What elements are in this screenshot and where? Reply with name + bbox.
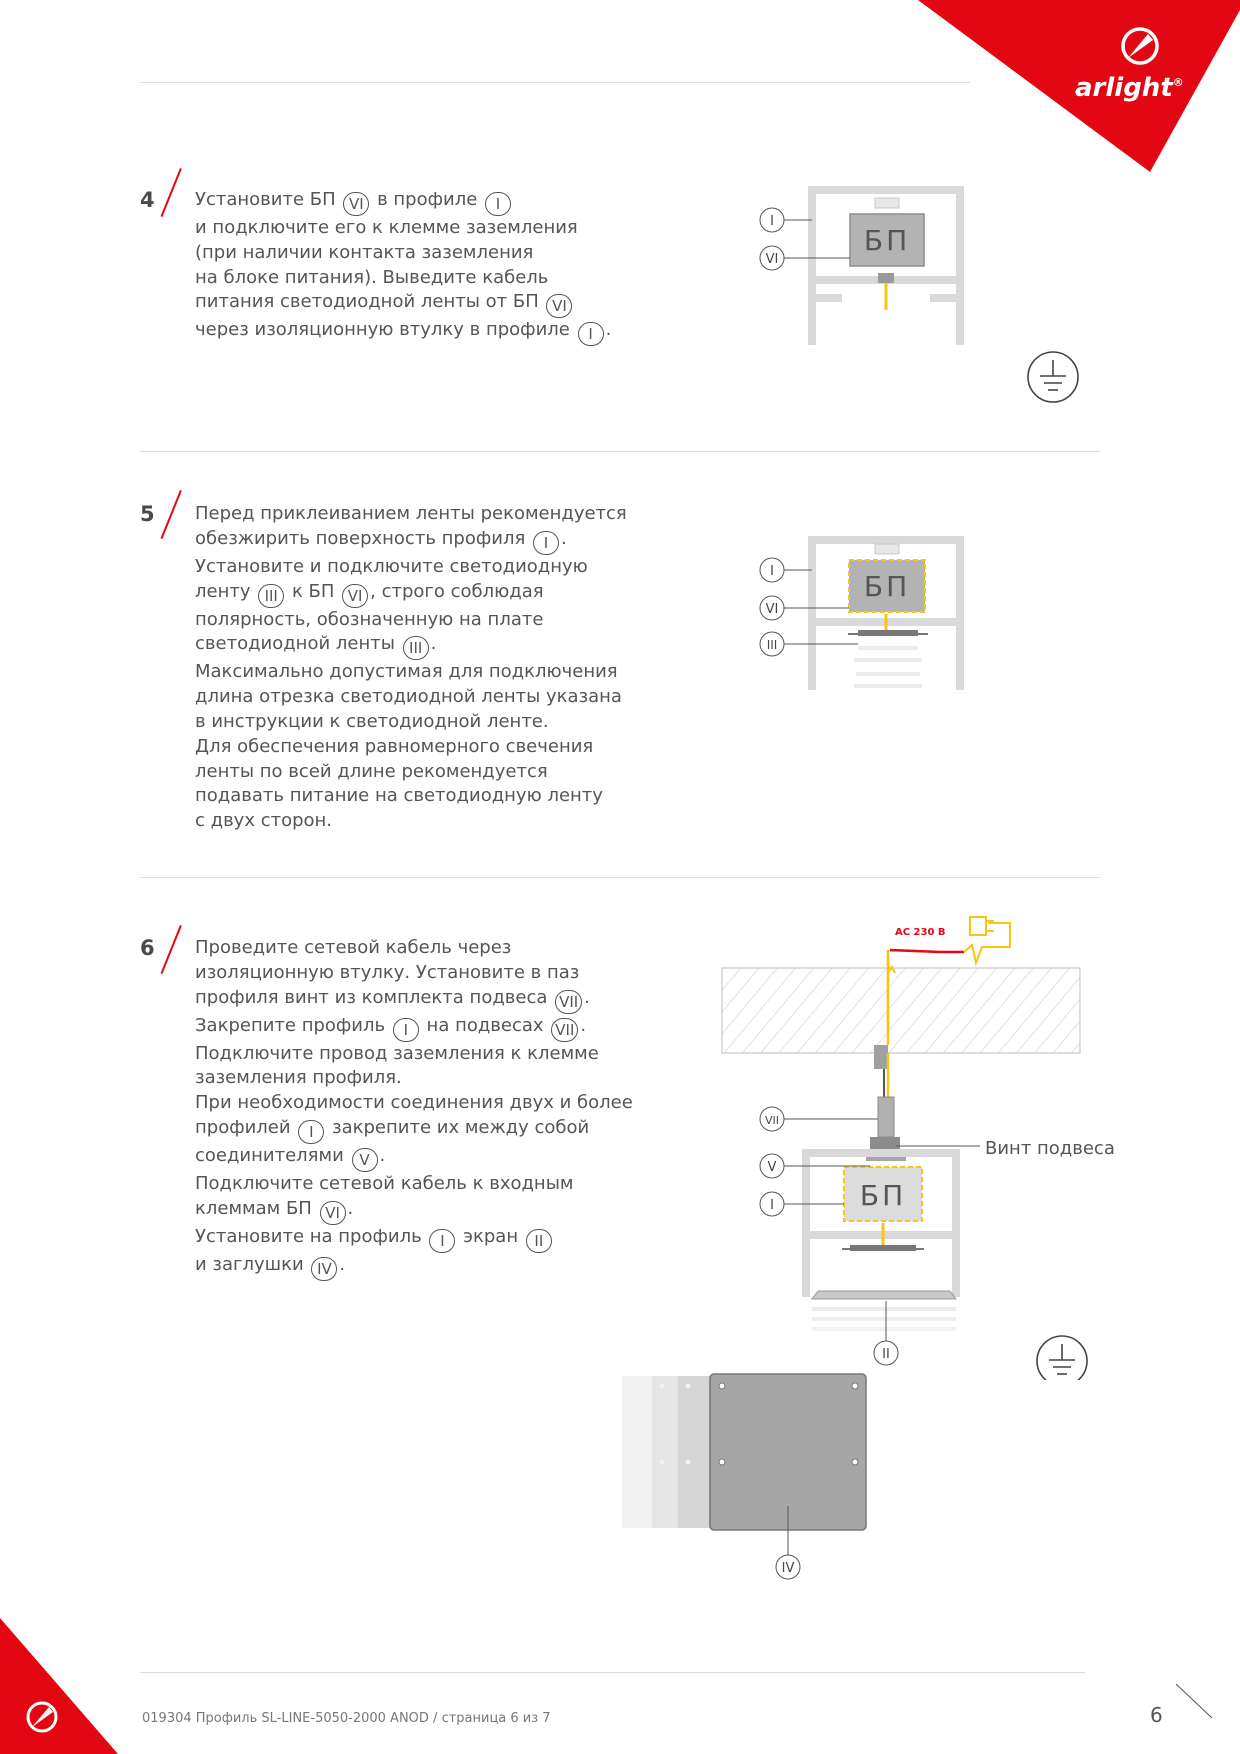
step-text-line: Максимально допустимая для подключения [195,661,618,683]
part-marker: VI [320,1201,346,1225]
step-text-line: При необходимости соединения двух и более [195,1092,633,1114]
step-text-line: на блоке питания). Выведите кабель [195,266,549,288]
corner-logo-bottom [0,1600,140,1754]
step-number-4: 4 [140,188,155,212]
step-text-line: в инструкции к светодиодной ленте. [195,710,549,732]
led-strip-ghost [854,648,922,686]
step-text-line: светодиодной ленты III . [195,632,627,660]
step-number-6: 6 [140,936,155,960]
marker-II-label: II [882,1347,890,1362]
hook-slash-icon [161,925,182,974]
ac-mains-plug [890,917,1010,963]
top-rule [140,82,970,83]
part-marker: III [403,636,429,660]
marker-I-label: I [770,214,774,229]
step-text-line: Закрепите профиль I на подвесах VII . [195,1014,633,1042]
ac-label: AC 230 В [895,927,946,938]
step-text-line: длина отрезка светодиодной ленты указана [195,686,622,708]
ground-icon [1037,1336,1087,1380]
step-text-line: полярность, обозначенную на плате [195,608,544,630]
footer-doc-info: 019304 Профиль SL-LINE-5050-2000 ANOD / страница 6 из 7 [142,1711,551,1726]
step-text-line: заземления профиля. [195,1067,402,1089]
psu-label: БП [863,570,911,603]
part-marker: VI [546,294,572,318]
step-text-line: с двух сторон. [195,810,333,832]
suspension-kit [866,1045,906,1161]
hook-slash-icon [161,490,182,539]
step-text-line: питания светодиодной ленты от БП VI [195,290,611,318]
step-text-line: ленты по всей длине рекомендуется [195,760,548,782]
step-4-text [195,188,611,346]
marker-IV-label: IV [781,1561,795,1576]
step-text-line: ленту III к БП VI , строго соблюдая [195,580,627,608]
step-text-line: через изоляционную втулку в профиле I . [195,318,611,346]
page-corner-slash [1170,1680,1220,1730]
step-text-line: Установите и подключите светодиодную [195,555,588,577]
suspension-screw-label: Винт подвеса [985,1138,1115,1159]
step-text-line: профиля винт из комплекта подвеса VII . [195,986,633,1014]
part-marker: I [485,192,511,216]
step-text-line: профилей I закрепите их между собой [195,1116,633,1144]
part-marker: I [298,1120,324,1144]
footer-rule [140,1672,1085,1673]
step-text-line: Проведите сетевой кабель через [195,937,512,958]
step-text-line: Перед приклеиванием ленты рекомендуется [195,503,627,524]
section-divider-2 [140,877,1100,878]
step-text-line: и подключите его к клемме заземления [195,217,578,238]
marker-VI-label: VI [765,252,779,267]
step-text-line: изоляционную втулку. Установите в паз [195,961,580,983]
brand-name: arlight® [1075,73,1184,103]
step-text-line: обезжирить поверхность профиля I . [195,527,627,555]
part-marker: III [258,584,284,608]
marker-I-label: I [770,1198,774,1213]
step-text-line: Установите на профиль I экран II [195,1225,633,1253]
marker-VI-label: VI [765,602,779,617]
insulating-bushing [878,273,894,283]
corner-logo-top [0,0,1240,180]
diagram-end-cap [620,1370,870,1590]
step-6-text [195,936,633,1281]
step-text-line: Подключите сетевой кабель к входным [195,1172,574,1194]
page-number: 6 [1150,1703,1163,1727]
step-number-5: 5 [140,502,155,526]
ground-icon [1028,352,1078,402]
part-marker: IV [311,1257,337,1281]
section-divider-1 [140,451,1100,452]
step-text-line: Установите БП VI в профиле I [195,188,611,216]
marker-III-label: III [766,638,778,652]
psu-label: БП [859,1179,907,1212]
part-marker: VI [343,192,369,216]
marker-I-label: I [770,564,774,579]
diagram-step-5 [750,530,980,710]
step-text-line: (при наличии контакта заземления [195,241,534,263]
part-marker: I [533,531,559,555]
part-marker: V [352,1148,378,1172]
diffuser-screen [812,1291,956,1329]
step-text-line: подавать питание на светодиодную ленту [195,785,603,807]
ceiling [722,968,1080,1053]
part-marker: I [578,322,604,346]
psu-label: БП [863,224,911,257]
step-text-line: и заглушки IV . [195,1253,633,1281]
step-text-line: соединителями V . [195,1144,633,1172]
part-marker: I [429,1229,455,1253]
diagram-step-4 [750,180,1090,410]
marker-V-label: V [767,1160,777,1175]
step-text-line: Для обеспечения равномерного свечения [195,735,594,757]
part-marker: VII [555,990,582,1014]
part-marker: VII [551,1018,578,1042]
marker-VII-label: VII [764,1114,780,1127]
part-marker: VI [342,584,368,608]
step-text-line: Подключите провод заземления к клемме [195,1042,599,1064]
part-marker: I [393,1018,419,1042]
step-5-text [195,502,627,834]
step-text-line: клеммам БП VI . [195,1197,633,1225]
part-marker: II [526,1229,552,1253]
